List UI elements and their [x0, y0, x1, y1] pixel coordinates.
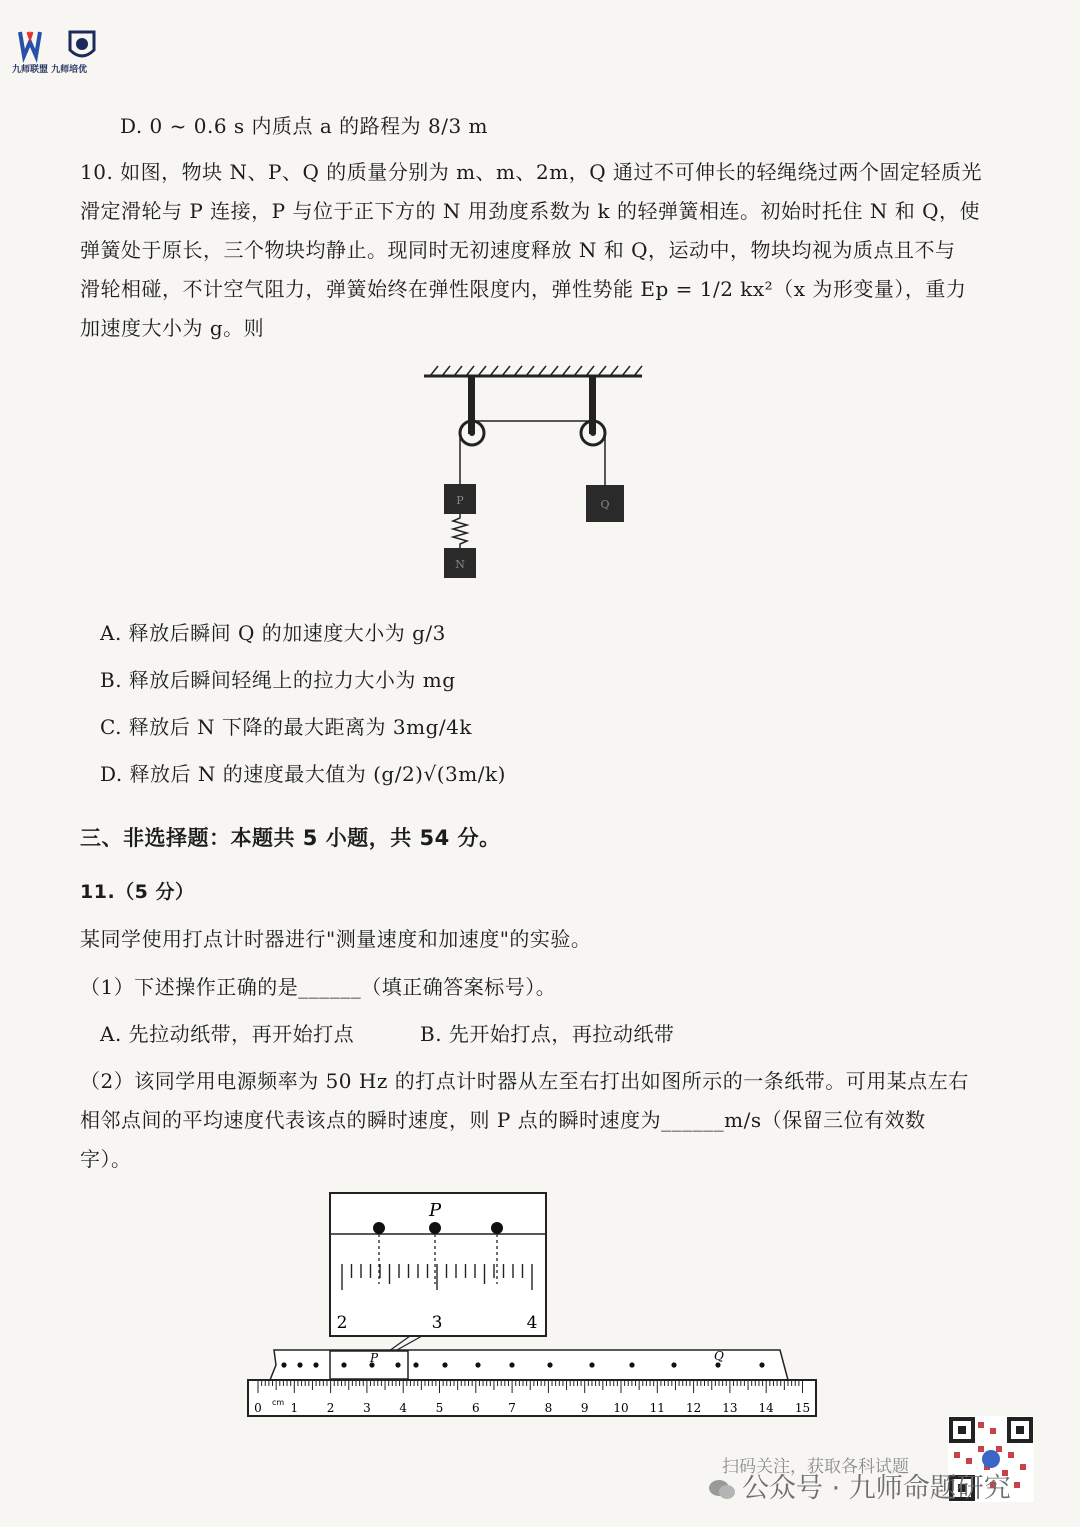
watermark-text: 公众号 · 九师命题研究 — [742, 1473, 1011, 1504]
tape-dot — [629, 1362, 634, 1367]
ruler-label-9: 9 — [580, 1401, 589, 1415]
q10-option-c: C. 释放后 N 下降的最大距离为 3mg/4k — [100, 715, 472, 739]
zoom-tick-2: 2 — [336, 1313, 348, 1333]
ruler-label-15: 15 — [794, 1401, 811, 1415]
q10-stem-line-3: 弹簧处于原长，三个物块均静止。现同时无初速度释放 N 和 Q，运动中，物块均视为质点且不与 — [80, 238, 956, 262]
block-n-label: N — [455, 558, 465, 571]
section-heading: 三、非选择题：本题共 5 小题，共 54 分。 — [80, 826, 501, 850]
q10-stem-line-5: 加速度大小为 g。则 — [80, 316, 265, 340]
zoom-dot-p — [429, 1222, 441, 1234]
ruler-label-12: 12 — [685, 1401, 702, 1415]
header-logo — [14, 26, 110, 86]
tape-dot — [281, 1362, 286, 1367]
tape-dot — [297, 1362, 302, 1367]
left-pulley-rod — [468, 376, 475, 434]
watermark-line-1: 扫码关注，获取各科试题 — [722, 1457, 909, 1477]
q11-number: 11.（5 分） — [80, 881, 195, 903]
q10-option-d: D. 释放后 N 的速度最大值为 (g/2)√(3m/k) — [100, 762, 506, 786]
ruler-label-10: 10 — [613, 1401, 629, 1415]
tape-dot — [589, 1362, 594, 1367]
q10-stem-line-4: 滑轮相碰，不计空气阻力，弹簧始终在弹性限度内，弹性势能 Ep = 1/2 kx²（x 为形变量），重力 — [80, 277, 967, 301]
q11-intro: 某同学使用打点计时器进行"测量速度和加速度"的实验。 — [80, 927, 592, 951]
q9-option-d: D. 0 ~ 0.6 s 内质点 a 的路程为 8/3 m — [120, 114, 489, 138]
ruler-label-7: 7 — [508, 1401, 516, 1415]
ruler-label-4: 4 — [399, 1401, 408, 1415]
q11-part2-line-3: 字）。 — [80, 1147, 132, 1171]
ruler-label-0: 0 — [254, 1401, 262, 1415]
tape-dot — [413, 1362, 418, 1367]
zoom-label-p: P — [428, 1200, 442, 1221]
wechat-icon — [708, 1478, 736, 1502]
ruler-label-3: 3 — [363, 1401, 371, 1415]
tape-dot — [395, 1362, 400, 1367]
paper-tape — [270, 1350, 788, 1380]
block-q-label: Q — [600, 498, 610, 511]
ruler-label-8: 8 — [544, 1401, 553, 1415]
zoom-tick-3: 3 — [431, 1313, 443, 1333]
tape-dot — [759, 1362, 764, 1367]
ruler-label-5: 5 — [435, 1401, 444, 1415]
q10-option-a: A. 释放后瞬间 Q 的加速度大小为 g/3 — [100, 621, 446, 645]
q10-option-b: B. 释放后瞬间轻绳上的拉力大小为 mg — [100, 668, 456, 692]
ruler-label-1: 1 — [290, 1401, 299, 1415]
q11-part2-line-1: （2）该同学用电源频率为 50 Hz 的打点计时器从左至右打出如图所示的一条纸带。可用某点左右 — [80, 1069, 969, 1093]
tape-dot — [475, 1362, 480, 1367]
right-pulley-rod — [589, 376, 596, 434]
tape-dot — [341, 1362, 346, 1367]
tape-dot — [715, 1362, 720, 1367]
tape-label-p: P — [370, 1351, 379, 1365]
q11-part1-option-a: A. 先拉动纸带，再开始打点 — [100, 1022, 355, 1046]
ruler-label-11: 11 — [649, 1401, 665, 1415]
q11-part1: （1）下述操作正确的是______（填正确答案标号）。 — [80, 975, 557, 999]
q11-part2-line-2: 相邻点间的平均速度代表该点的瞬时速度，则 P 点的瞬时速度为______m/s（保留三位有效数 — [80, 1108, 926, 1132]
zoom-dot-left — [373, 1222, 385, 1234]
tape-dot — [442, 1362, 447, 1367]
q10-stem-line-1: 10. 如图，物块 N、P、Q 的质量分别为 m、m、2m，Q 通过不可伸长的轻绳绕过两个固定轻质光 — [80, 160, 982, 184]
pulley-figure — [420, 360, 650, 590]
watermark-line-2 — [708, 1466, 1011, 1505]
ruler-unit: cm — [272, 1398, 285, 1407]
tape-dot — [313, 1362, 318, 1367]
block-p-label: P — [456, 494, 464, 507]
logo-icon — [14, 26, 110, 66]
zoom-tick-4: 4 — [526, 1313, 538, 1333]
q11-part1-option-b: B. 先开始打点，再拉动纸带 — [420, 1022, 675, 1046]
ruler-label-13: 13 — [722, 1401, 738, 1415]
zoom-dot-right — [491, 1222, 503, 1234]
tape-dot — [509, 1362, 514, 1367]
ruler-label-14: 14 — [758, 1401, 774, 1415]
tape-dot — [547, 1362, 552, 1367]
ruler-label-2: 2 — [326, 1401, 335, 1415]
ruler-label-6: 6 — [471, 1401, 480, 1415]
spring — [453, 514, 467, 548]
logo-text: 九师联盟 九师培优 — [12, 65, 88, 75]
tape-label-q: Q — [714, 1349, 724, 1363]
tape-dot — [671, 1362, 676, 1367]
ticker-tape-figure — [240, 1188, 830, 1424]
q10-stem-line-2: 滑定滑轮与 P 连接，P 与位于正下方的 N 用劲度系数为 k 的轻弹簧相连。初始时托住 N 和 Q，使 — [80, 199, 981, 223]
